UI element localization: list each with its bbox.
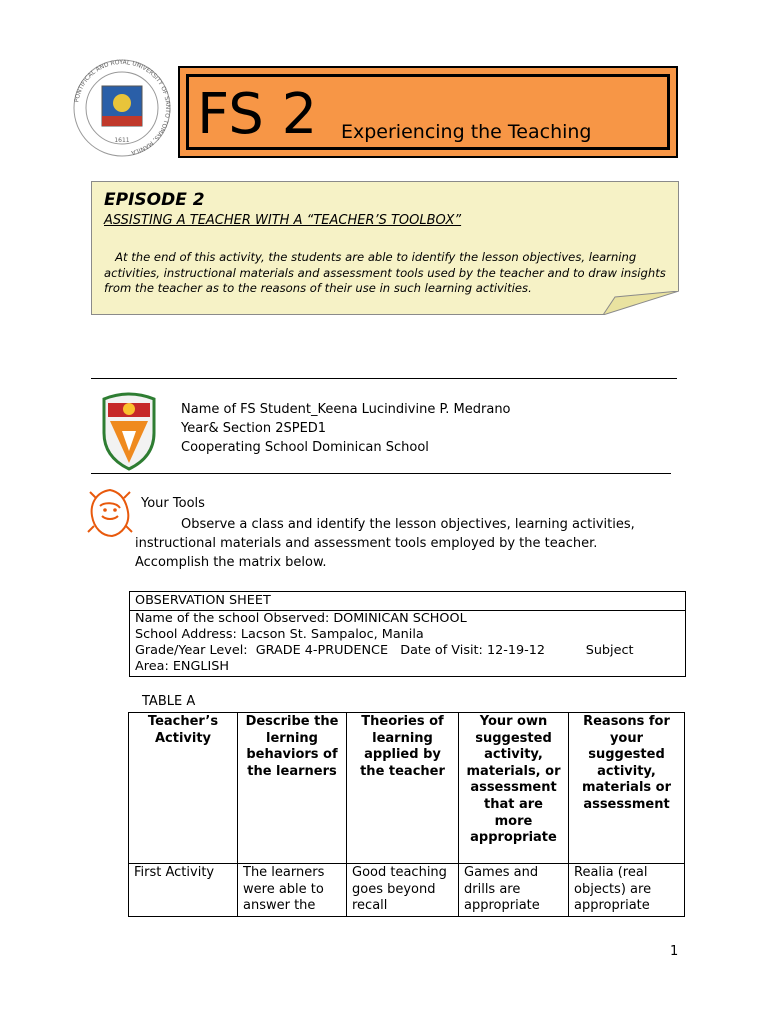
table-row — [129, 864, 685, 917]
table-label: TABLE A — [142, 694, 196, 709]
table-header-row — [129, 713, 685, 864]
divider-line — [91, 378, 677, 379]
column-header: Describe the lerning behaviors of the learners — [238, 713, 347, 864]
school-observed: Name of the school Observed: DOMINICAN SCHOOL — [135, 611, 467, 626]
table-cell-text: Games and drills are appropriate — [464, 865, 540, 914]
column-header: Reasons for your suggested activity, materials or assessment — [569, 713, 685, 864]
observation-sheet — [129, 591, 686, 677]
student-name: Name of FS Student_Keena Lucindivine P. Medrano — [181, 402, 511, 417]
year-section: Year& Section 2SPED1 — [181, 421, 327, 436]
cooperating-school: Cooperating School Dominican School — [181, 440, 429, 455]
page-number: 1 — [670, 944, 679, 959]
school-crest-icon — [98, 385, 160, 471]
header-banner-frame — [186, 74, 670, 150]
table-cell — [347, 864, 459, 917]
table-cell — [459, 864, 569, 917]
seal-year: 1611 — [114, 137, 130, 144]
seal-lettering: PONTIFICAL AND ROYAL UNIVERSITY OF SANTO TOMAS, MANILA — [73, 58, 172, 156]
header-banner — [178, 66, 678, 158]
lion-icon — [86, 486, 134, 540]
table-cell-text: Realia (real objects) are appropriate — [574, 865, 652, 914]
tools-heading: Your Tools — [141, 496, 205, 511]
grade-date-line: Grade/Year Level: GRADE 4-PRUDENCE Date of Visit: 12-19-12 Subject — [135, 643, 634, 658]
column-header: Your own suggested activity, materials, or assessment that are more appropriate — [459, 713, 569, 864]
tools-instruction — [135, 515, 675, 572]
divider-line — [91, 473, 671, 474]
observation-sheet-title: OBSERVATION SHEET — [130, 592, 685, 611]
subject-area: Area: ENGLISH — [135, 659, 230, 674]
tools-instruction-text: Observe a class and identify the lesson objectives, learning activities, instructional materials and assessment tools employed by the teacher. Accomplish the matrix below. — [135, 517, 635, 570]
table-cell — [129, 864, 238, 917]
column-header: Theories of learning applied by the teacher — [347, 713, 459, 864]
table-cell-text: The learners were able to answer the — [243, 865, 325, 914]
table-cell-text: First Activity — [134, 865, 215, 880]
university-seal-icon — [72, 58, 172, 158]
table-cell-text: Good teaching goes beyond recall — [352, 865, 447, 914]
page-fold-icon — [603, 291, 679, 315]
episode-description — [104, 250, 670, 297]
episode-subtitle: ASSISTING A TEACHER WITH A “TEACHER’S TOOLBOX” — [104, 213, 462, 228]
episode-box — [91, 181, 679, 315]
table-cell — [238, 864, 347, 917]
episode-description-text: At the end of this activity, the students are able to identify the lesson objectives, learning activities, instructional materials and assessment tools used by the teacher and to draw insights from the teacher as to the reasons of their use in such learning activities. — [104, 250, 666, 295]
course-code: FS 2 — [197, 82, 318, 147]
episode-title: EPISODE 2 — [104, 190, 205, 210]
course-subtitle: Experiencing the Teaching — [341, 121, 592, 143]
table-cell — [569, 864, 685, 917]
column-header: Teacher’s Activity — [129, 713, 238, 864]
table-a — [128, 712, 685, 917]
school-address: School Address: Lacson St. Sampaloc, Manila — [135, 627, 424, 642]
